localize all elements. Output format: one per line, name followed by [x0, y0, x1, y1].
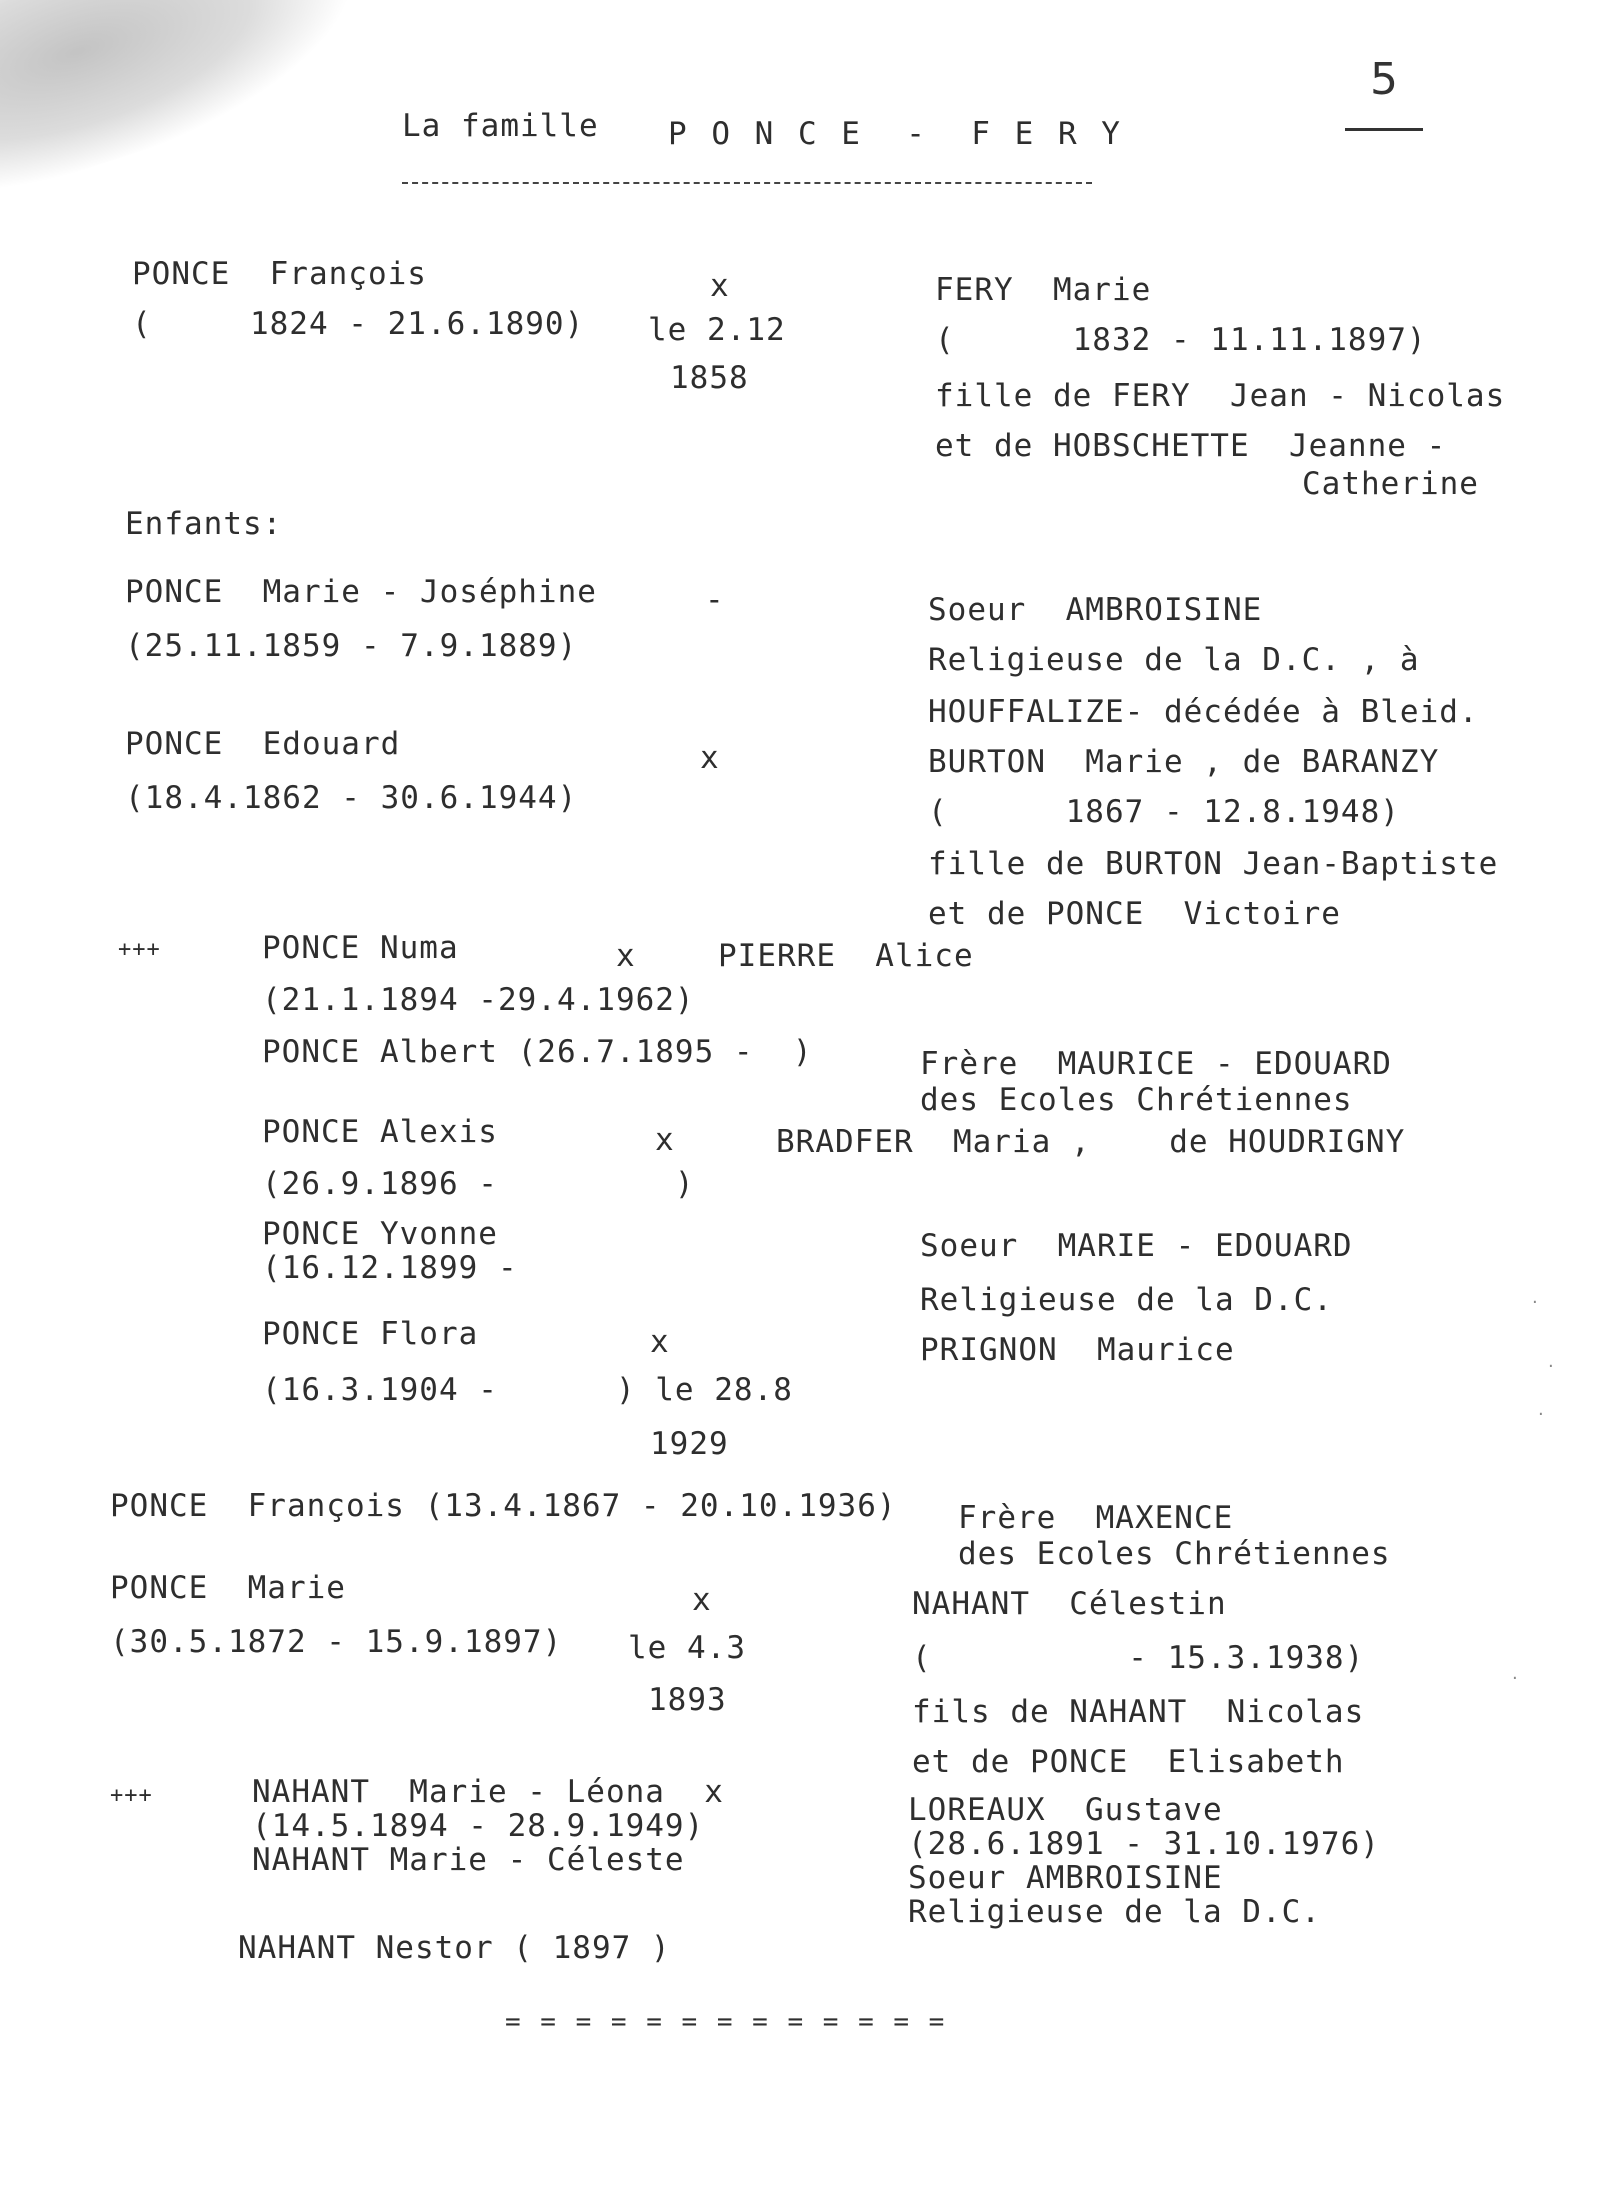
grandchild-albert-religious-line-1: Frère MAURICE - EDOUARD [920, 1046, 1392, 1082]
mother-name: FERY Marie [935, 272, 1152, 308]
grandchild-alexis-x: x [655, 1122, 675, 1158]
scan-smudge [0, 0, 380, 197]
child-1-dates: (25.11.1859 - 7.9.1889) [125, 628, 578, 664]
grandchild-flora-x: x [650, 1324, 670, 1360]
grandchildren-marker-2: +++ [110, 1783, 153, 1808]
grandchild-numa-dates: (21.1.1894 -29.4.1962) [262, 982, 695, 1018]
scan-speck: · [1538, 1404, 1544, 1425]
grandchild-celeste-name: NAHANT Marie - Céleste [252, 1842, 685, 1878]
children-heading: Enfants: [125, 506, 283, 542]
mother-parents-line-3: Catherine [1302, 466, 1479, 502]
child-1-dash: - [705, 582, 725, 618]
page-number: 5 [1370, 54, 1399, 105]
marriage-x: x [710, 268, 730, 304]
child-1-spouse-line-1: Soeur AMBROISINE [928, 592, 1263, 628]
grandchildren-marker: +++ [118, 937, 161, 962]
grandchild-flora-marriage-year: 1929 [650, 1426, 729, 1462]
grandchild-leona-name: NAHANT Marie - Léona x [252, 1774, 724, 1810]
child-2-x: x [700, 740, 720, 776]
grandchild-yvonne-dates: (16.12.1899 - [262, 1250, 518, 1286]
child-2-dates: (18.4.1862 - 30.6.1944) [125, 780, 578, 816]
child-4-name: PONCE Marie [110, 1570, 346, 1606]
child-4-spouse-line-3: fils de NAHANT Nicolas [912, 1694, 1365, 1730]
grandchild-numa-spouse: PIERRE Alice [718, 938, 974, 974]
child-3-religious-line-2: des Ecoles Chrétiennes [958, 1536, 1391, 1572]
marriage-date: le 2.12 [648, 312, 786, 348]
title-underline [402, 182, 1092, 184]
child-4-dates: (30.5.1872 - 15.9.1897) [110, 1624, 563, 1660]
page-number-underline [1345, 128, 1423, 131]
child-2-spouse-line-3: fille de BURTON Jean-Baptiste [928, 846, 1499, 882]
grandchild-leona-spouse-line-2: (28.6.1891 - 31.10.1976) [908, 1826, 1380, 1862]
child-4-spouse-line-2: ( - 15.3.1938) [912, 1640, 1365, 1676]
grandchild-yvonne-name: PONCE Yvonne [262, 1216, 498, 1252]
title-family-name: P O N C E - F E R Y [668, 116, 1123, 152]
end-of-page-rule: = = = = = = = = = = = = = [505, 2007, 947, 2037]
grandchild-yvonne-religious-line-1: Soeur MARIE - EDOUARD [920, 1228, 1353, 1264]
mother-parents-line-1: fille de FERY Jean - Nicolas [935, 378, 1506, 414]
mother-parents-line-2: et de HOBSCHETTE Jeanne - [935, 428, 1447, 464]
grandchild-celeste-religious-line-1: Soeur AMBROISINE [908, 1860, 1223, 1896]
child-2-name: PONCE Edouard [125, 726, 401, 762]
scan-speck: · [1548, 1356, 1554, 1377]
child-2-spouse-line-1: BURTON Marie , de BARANZY [928, 744, 1440, 780]
scan-speck: · [1512, 1668, 1518, 1689]
grandchild-numa-x: x [616, 938, 636, 974]
father-dates: ( 1824 - 21.6.1890) [132, 306, 585, 342]
child-4-marriage-year: 1893 [648, 1682, 727, 1718]
child-1-spouse-line-2: Religieuse de la D.C. , à [928, 642, 1420, 678]
title-prefix: La famille [402, 108, 599, 144]
grandchild-leona-dates: (14.5.1894 - 28.9.1949) [252, 1808, 705, 1844]
grandchild-nestor: NAHANT Nestor ( 1897 ) [238, 1930, 671, 1966]
child-2-spouse-line-4: et de PONCE Victoire [928, 896, 1341, 932]
scan-speck: · [1532, 1292, 1538, 1313]
grandchild-yvonne-religious-line-2: Religieuse de la D.C. [920, 1282, 1333, 1318]
grandchild-celeste-religious-line-2: Religieuse de la D.C. [908, 1894, 1321, 1930]
grandchild-albert-religious-line-2: des Ecoles Chrétiennes [920, 1082, 1353, 1118]
grandchild-flora-name: PONCE Flora [262, 1316, 479, 1352]
grandchild-alexis-spouse: BRADFER Maria , de HOUDRIGNY [776, 1124, 1406, 1160]
grandchild-flora-spouse: PRIGNON Maurice [920, 1332, 1235, 1368]
marriage-year: 1858 [670, 360, 749, 396]
mother-dates: ( 1832 - 11.11.1897) [935, 322, 1427, 358]
child-4-spouse-line-4: et de PONCE Elisabeth [912, 1744, 1345, 1780]
child-1-name: PONCE Marie - Joséphine [125, 574, 597, 610]
grandchild-flora-dates: (16.3.1904 - ) le 28.8 [262, 1372, 793, 1408]
child-4-marriage-date: le 4.3 [628, 1630, 746, 1666]
child-1-spouse-line-3: HOUFFALIZE- décédée à Bleid. [928, 694, 1479, 730]
child-3-religious-line-1: Frère MAXENCE [958, 1500, 1234, 1536]
father-name: PONCE François [132, 256, 427, 292]
grandchild-alexis-name: PONCE Alexis [262, 1114, 498, 1150]
grandchild-numa-name: PONCE Numa [262, 930, 459, 966]
child-4-spouse-line-1: NAHANT Célestin [912, 1586, 1227, 1622]
grandchild-albert: PONCE Albert (26.7.1895 - ) [262, 1034, 813, 1070]
grandchild-alexis-dates: (26.9.1896 - ) [262, 1166, 695, 1202]
child-4-x: x [692, 1582, 712, 1618]
child-2-spouse-line-2: ( 1867 - 12.8.1948) [928, 794, 1400, 830]
grandchild-leona-spouse-line-1: LOREAUX Gustave [908, 1792, 1223, 1828]
child-3-name-dates: PONCE François (13.4.1867 - 20.10.1936) [110, 1488, 897, 1524]
